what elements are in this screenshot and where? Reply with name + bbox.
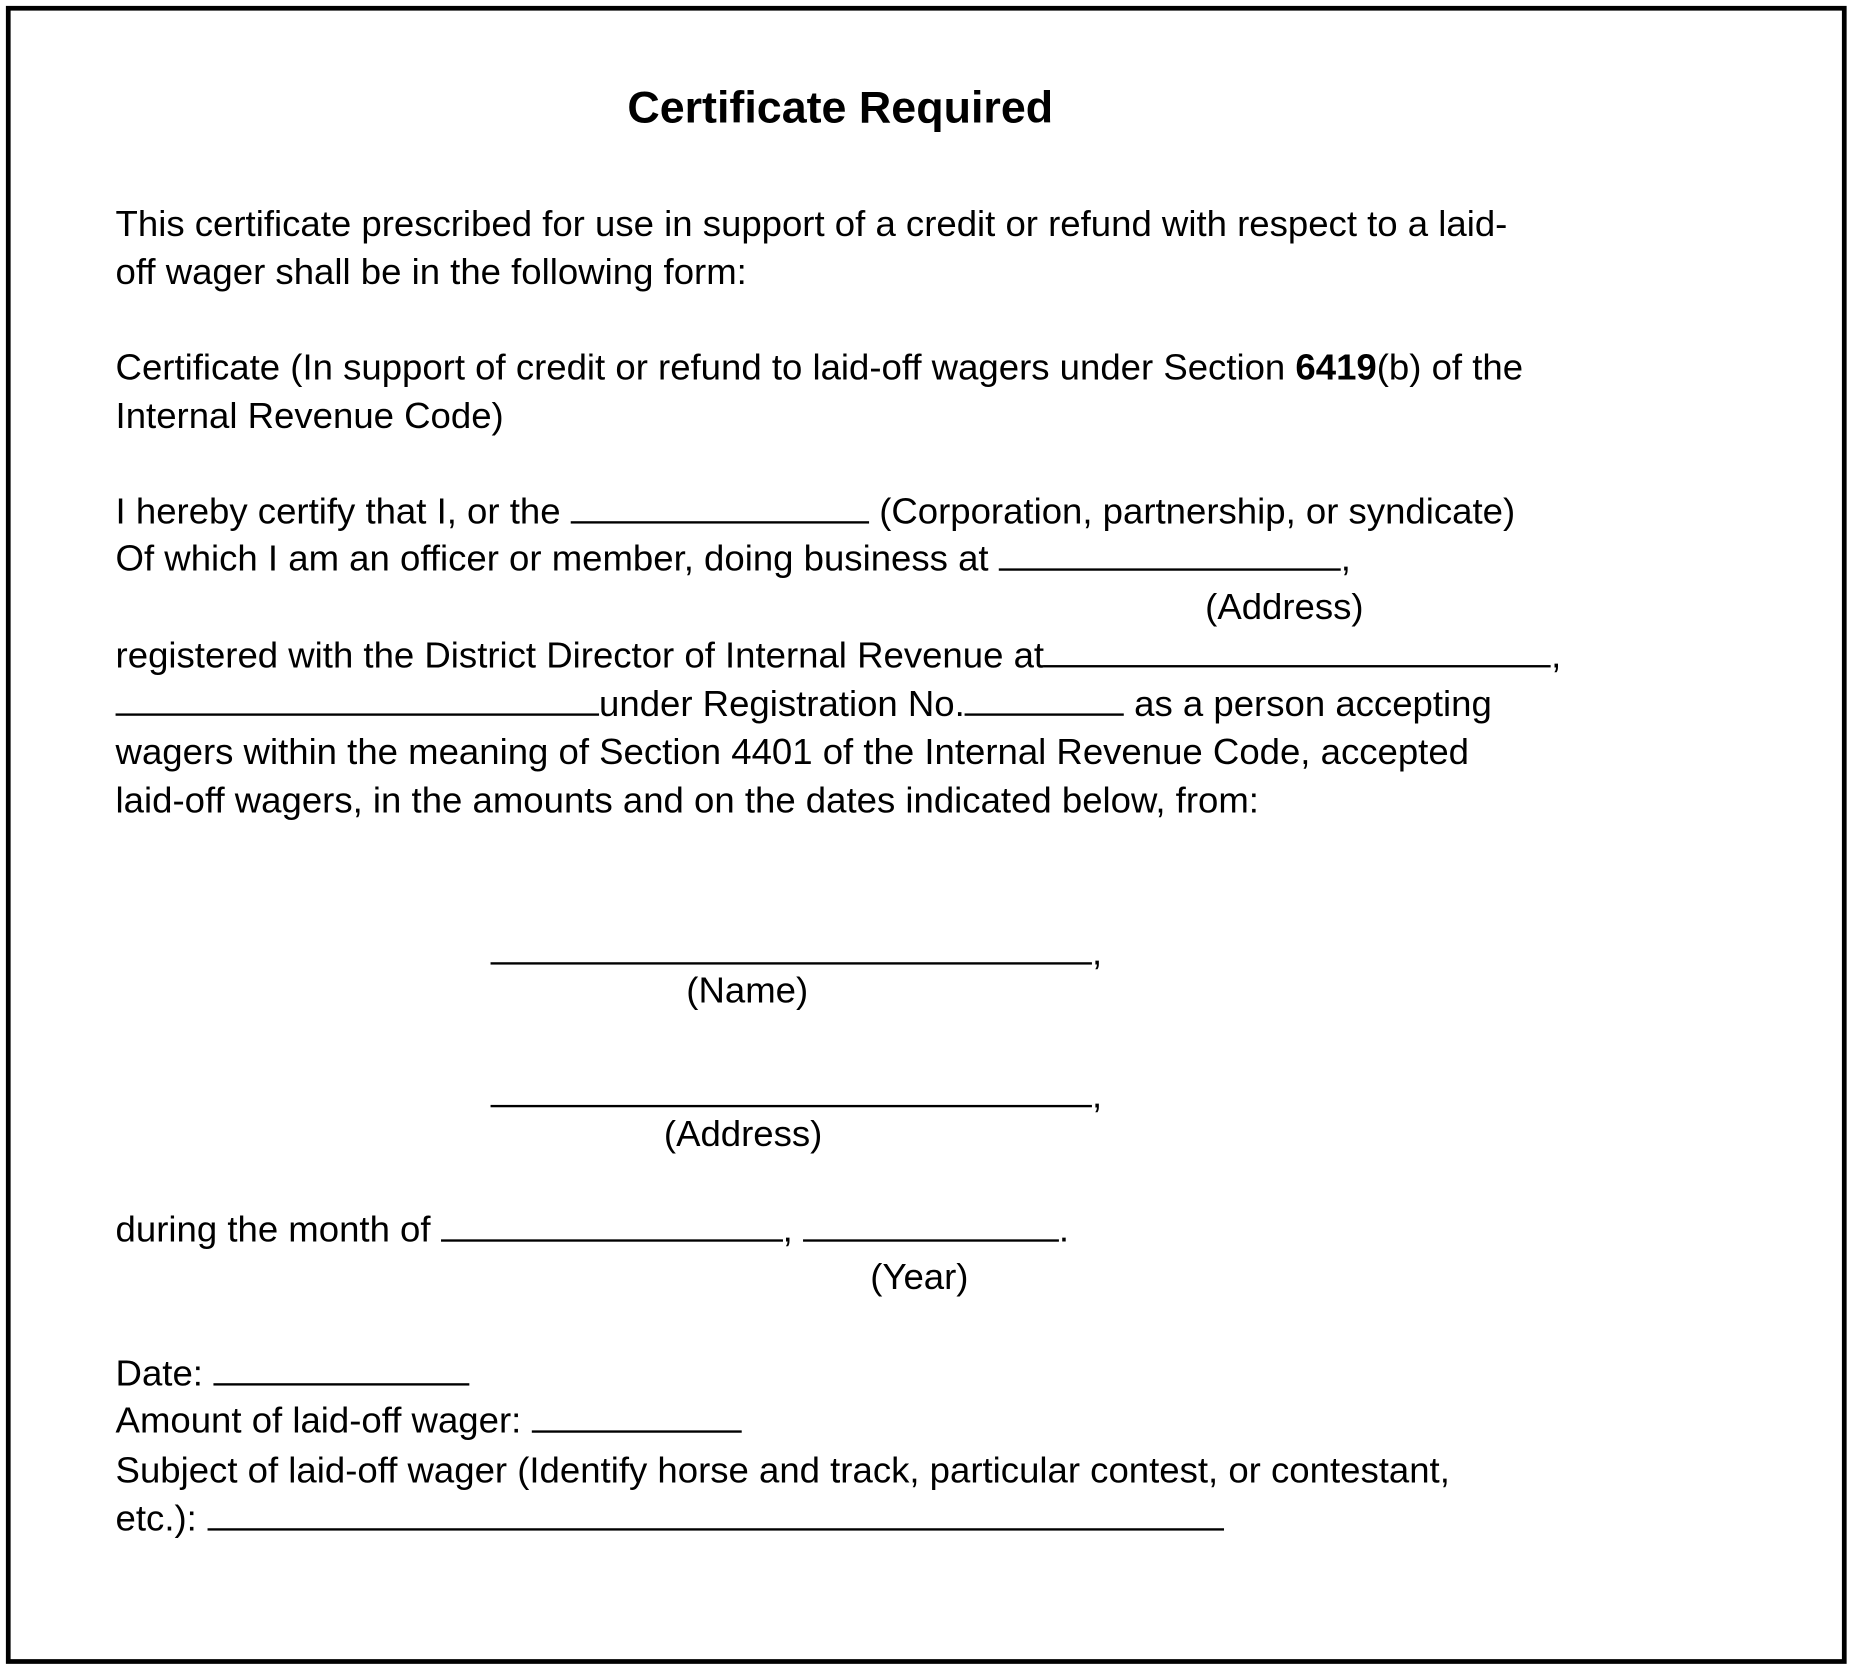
year-blank[interactable] bbox=[803, 1238, 1059, 1242]
certificate-heading-line-2: Internal Revenue Code) bbox=[115, 395, 504, 437]
certify-text: registered with the District Director of Internal Revenue at bbox=[115, 634, 1045, 676]
subject-label-cont: etc.): bbox=[115, 1497, 207, 1539]
comma: , bbox=[1551, 634, 1562, 676]
certify-line-2 bbox=[116, 538, 1351, 580]
period: . bbox=[1058, 1208, 1070, 1250]
comma: , bbox=[1340, 537, 1351, 579]
heading-text-post: (b) of the bbox=[1376, 346, 1524, 388]
from-address-caption: (Address) bbox=[663, 1113, 823, 1155]
heading-text: Certificate (In support of credit or refund to laid-off wagers under Section bbox=[115, 346, 1296, 388]
amount-blank[interactable] bbox=[531, 1429, 741, 1433]
section-number: 6419 bbox=[1295, 346, 1377, 388]
comma: , bbox=[782, 1208, 803, 1250]
month-label: during the month of bbox=[115, 1208, 441, 1250]
address-caption: (Address) bbox=[1205, 586, 1364, 628]
district-director-location-blank[interactable] bbox=[1044, 664, 1551, 668]
district-blank-continued[interactable] bbox=[116, 712, 599, 716]
amount-label: Amount of laid-off wager: bbox=[115, 1399, 532, 1441]
month-blank[interactable] bbox=[441, 1238, 783, 1242]
registration-label: under Registration No. bbox=[599, 682, 965, 725]
certify-line-3 bbox=[116, 634, 1562, 676]
comma: , bbox=[1091, 1074, 1103, 1116]
date-field bbox=[116, 1353, 469, 1395]
certify-line-4 bbox=[116, 683, 1492, 725]
date-label: Date: bbox=[115, 1352, 214, 1394]
subject-blank[interactable] bbox=[207, 1527, 1223, 1531]
certify-text: I hereby certify that I, or the bbox=[115, 490, 571, 532]
intro-line-1: This certificate prescribed for use in support of a credit or refund with respect to a laid- bbox=[115, 202, 1508, 245]
name-caption: (Name) bbox=[686, 969, 809, 1011]
page-title: Certificate Required bbox=[627, 83, 1054, 134]
from-name-line bbox=[491, 932, 1103, 974]
date-blank[interactable] bbox=[213, 1382, 469, 1386]
comma: , bbox=[1091, 931, 1103, 973]
intro-line-2: off wager shall be in the following form: bbox=[115, 251, 747, 293]
amount-field bbox=[116, 1400, 742, 1442]
year-caption: (Year) bbox=[870, 1255, 969, 1298]
month-line bbox=[116, 1209, 1069, 1251]
certify-text: as a person accepting bbox=[1123, 682, 1492, 725]
from-address-blank[interactable] bbox=[491, 1104, 1092, 1108]
business-address-blank[interactable] bbox=[999, 567, 1341, 571]
certify-line-1 bbox=[116, 491, 1516, 533]
from-name-blank[interactable] bbox=[491, 961, 1092, 965]
entity-type-caption: (Corporation, partnership, or syndicate) bbox=[869, 490, 1516, 532]
certify-line-6: laid-off wagers, in the amounts and on the dates indicated below, from: bbox=[115, 779, 1259, 821]
from-address-line bbox=[491, 1074, 1103, 1116]
subject-field bbox=[116, 1498, 1224, 1540]
certify-text: Of which I am an officer or member, doing business at bbox=[115, 537, 999, 579]
subject-label: Subject of laid-off wager (Identify horse and track, particular contest, or contestant, bbox=[115, 1449, 1450, 1491]
certify-line-5: wagers within the meaning of Section 4401 of the Internal Revenue Code, accepted bbox=[115, 731, 1469, 773]
entity-name-blank[interactable] bbox=[571, 520, 869, 524]
registration-number-blank[interactable] bbox=[965, 712, 1124, 716]
certificate-heading bbox=[116, 347, 1523, 389]
